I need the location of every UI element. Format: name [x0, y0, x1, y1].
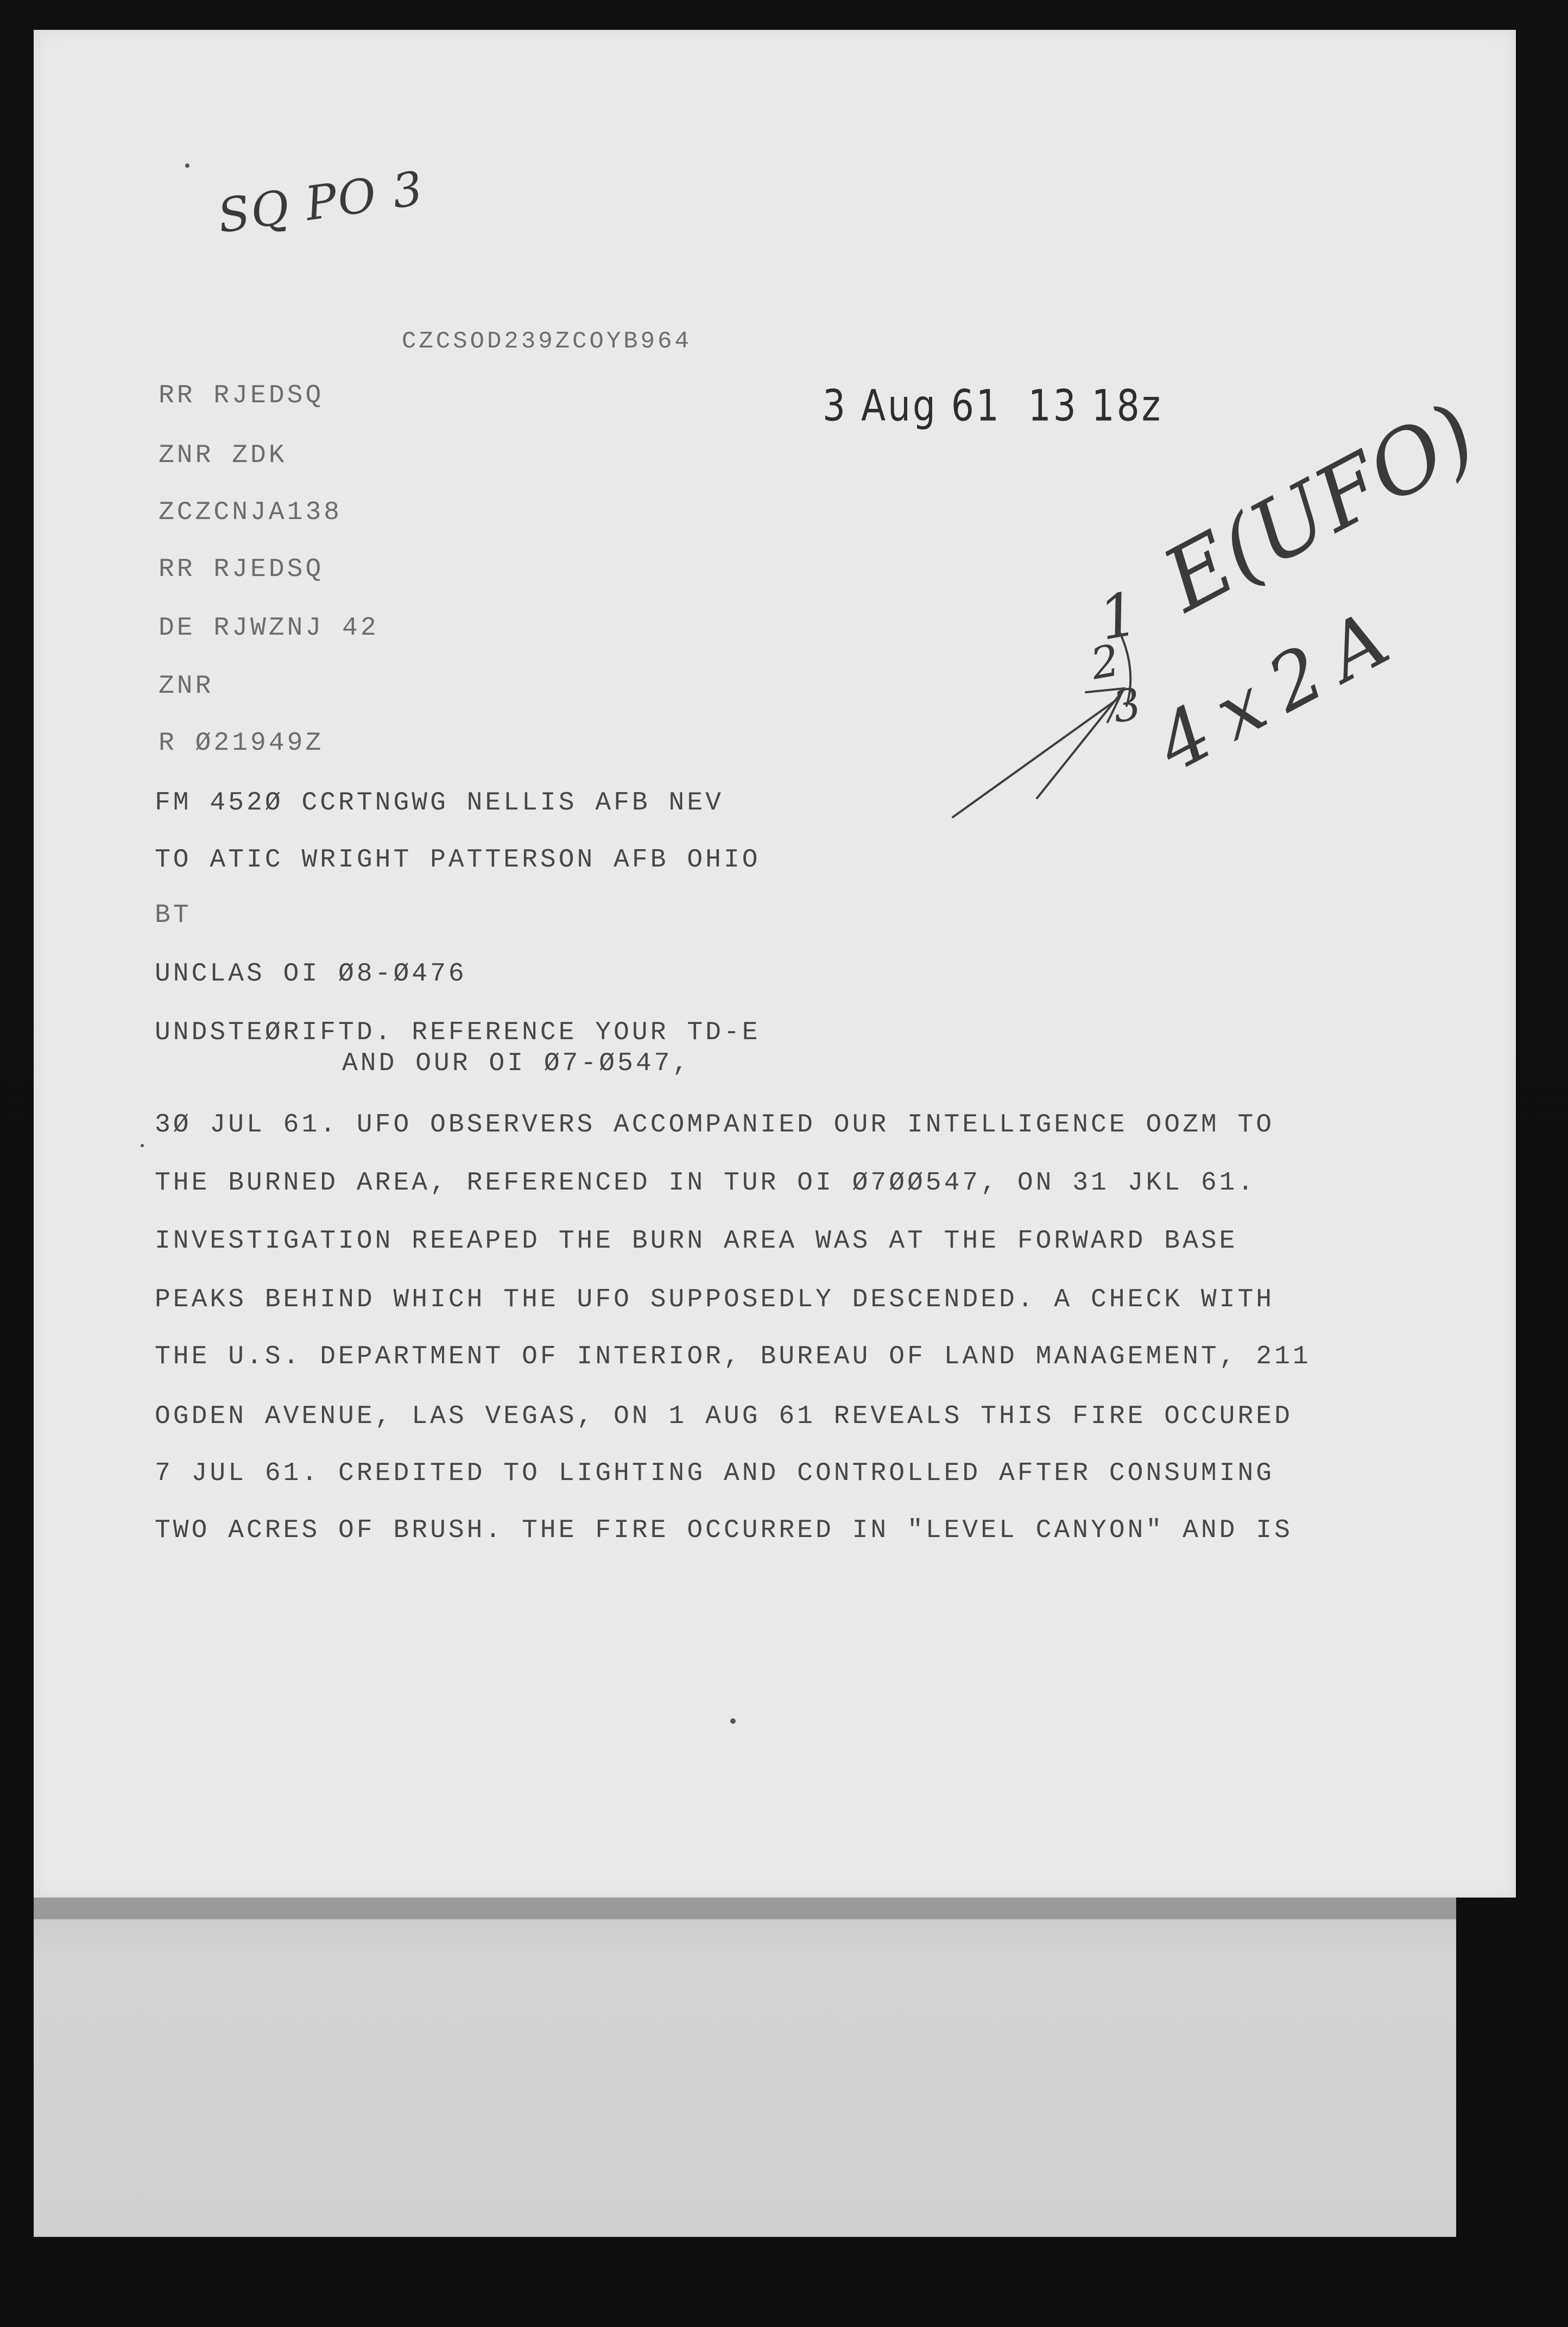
- handwritten-marking: E(UFO): [1147, 384, 1492, 631]
- handwritten-number: 3: [1109, 678, 1145, 733]
- routing-line: DE RJWZNJ 42: [159, 614, 379, 643]
- routing-line-from: FM 452Ø CCRTNGWG NELLIS AFB NEV: [155, 788, 724, 818]
- routing-line: ZNR: [159, 672, 214, 701]
- routing-line: ZNR ZDK: [159, 441, 287, 470]
- classification-line: UNCLAS OI Ø8-Ø476: [155, 959, 467, 989]
- body-line: PEAKS BEHIND WHICH THE UFO SUPPOSEDLY DESCENDED. A CHECK WITH: [155, 1285, 1275, 1314]
- body-line: 7 JUL 61. CREDITED TO LIGHTING AND CONTROLLED AFTER CONSUMING: [155, 1459, 1275, 1488]
- routing-line-to: TO ATIC WRIGHT PATTERSON AFB OHIO: [155, 845, 761, 875]
- routing-line: RR RJEDSQ: [159, 381, 324, 410]
- pen-speck-icon: [141, 163, 736, 1724]
- routing-line: ZCZCNJA138: [159, 498, 343, 527]
- body-line: 3Ø JUL 61. UFO OBSERVERS ACCOMPANIED OUR INTELLIGENCE OOZM TO: [155, 1110, 1275, 1140]
- header-code: CZCSOD239ZCOYB964: [402, 328, 692, 355]
- handwritten-number: 2: [1087, 635, 1123, 690]
- reference-line: UNDSTEØRIFTD. REFERENCE YOUR TD-E: [155, 1018, 761, 1047]
- handwritten-arrow-icon: [953, 630, 1130, 817]
- body-line: TWO ACRES OF BRUSH. THE FIRE OCCURRED IN "LEVEL CANYON" AND IS: [155, 1516, 1293, 1545]
- routing-line: RR RJEDSQ: [159, 555, 324, 584]
- body-line: THE BURNED AREA, REFERENCED IN TUR OI Ø7ØØ547, ON 31 JKL 61.: [155, 1168, 1256, 1198]
- received-date-stamp: 3 Aug 61 13 18z: [823, 381, 1163, 431]
- body-line: INVESTIGATION REEAPED THE BURN AREA WAS AT THE FORWARD BASE: [155, 1226, 1238, 1256]
- body-line: OGDEN AVENUE, LAS VEGAS, ON 1 AUG 61 REVEALS THIS FIRE OCCURED: [155, 1402, 1293, 1431]
- reference-line: AND OUR OI Ø7-Ø547,: [342, 1049, 691, 1078]
- handwritten-file-ref: SQ PO 3: [214, 161, 427, 244]
- routing-line: BT: [155, 901, 192, 930]
- handwritten-count: 4 x 2 A: [1142, 596, 1400, 789]
- handwritten-number: 1: [1093, 578, 1143, 654]
- routing-line: R Ø21949Z: [159, 729, 324, 758]
- body-line: THE U.S. DEPARTMENT OF INTERIOR, BUREAU OF LAND MANAGEMENT, 211: [155, 1342, 1311, 1371]
